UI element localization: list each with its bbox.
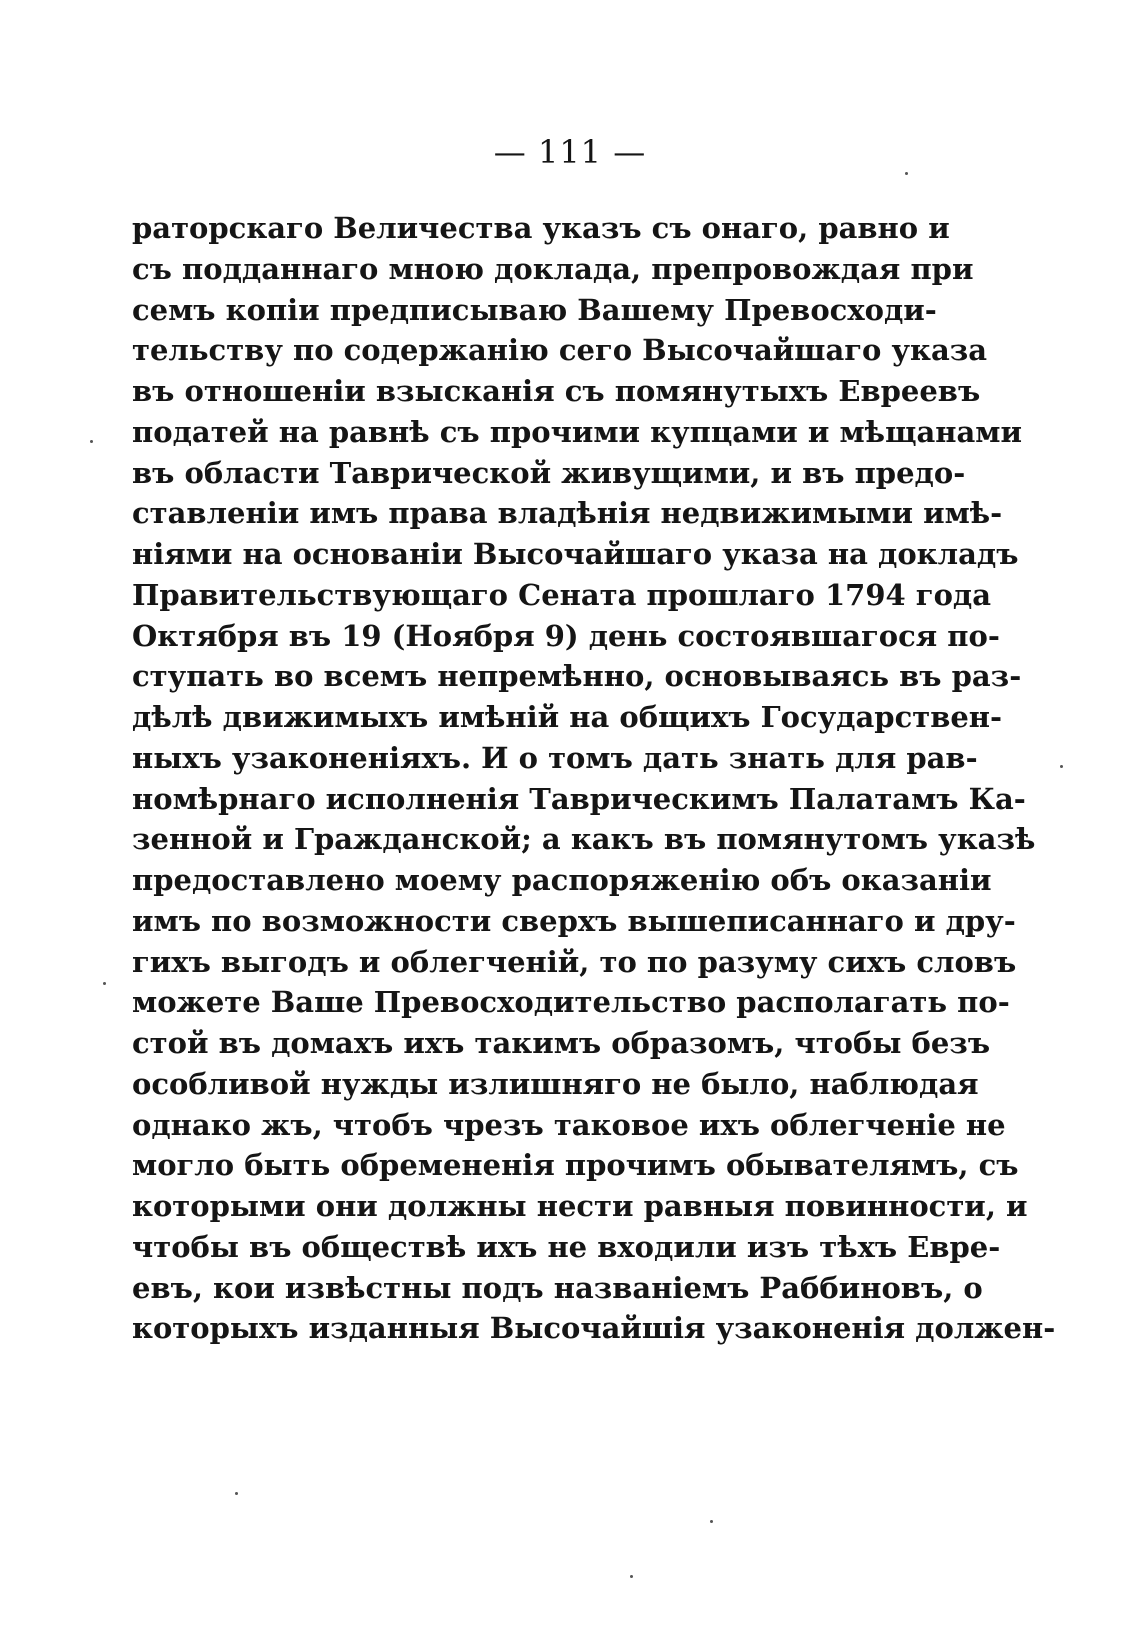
scan-speck [90,440,93,443]
text-line: гихъ выгодъ и облегченій, то по разуму сихъ словъ [132,944,1017,979]
scan-speck [103,982,106,985]
text-line: можете Ваше Превосходительство располагать по- [132,985,1010,1020]
text-line: податей на равнѣ съ прочими купцами и мѣщанами [132,414,1022,449]
text-line: ніями на основаніи Высочайшаго указа на докладъ [132,537,1019,571]
text-line: тельству по содержанію сего Высочайшаго указа [132,333,988,368]
scan-speck [235,1492,238,1495]
text-line: Правительствующаго Сената прошлаго 1794 года [132,577,992,612]
text-line: предоставлено моему распоряженію объ оказаніи [132,863,992,897]
text-line: могло быть обремененія прочимъ обывателямъ, съ [132,1148,1019,1183]
text-line: которыхъ изданныя Высочайшія узаконенія должен- [132,1311,1056,1346]
text-line: въ области Таврической живущими, и въ предо- [132,455,966,490]
text-line: которыми они должны нести равныя повинности, и [132,1189,1028,1223]
text-line: дѣлѣ движимыхъ имѣній на общихъ Государствен- [132,700,1003,734]
text-line: стой въ домахъ ихъ такимъ образомъ, чтобы безъ [132,1026,991,1060]
text-line: номѣрнаго исполненія Таврическимъ Палатамъ Ка- [132,781,1026,816]
text-line: въ отношеніи взысканія съ помянутыхъ Евреевъ [132,374,981,408]
page-number: — 111 — [493,133,647,171]
text-line: однако жъ, чтобъ чрезъ таковое ихъ облегченіе не [132,1107,1006,1142]
text-line: зенной и Гражданской; а какъ въ помянутомъ указѣ [132,822,1036,857]
text-line: съ подданнаго мною доклада, препровождая при [132,251,974,286]
text-line: имъ по возможности сверхъ вышеписаннаго и дру- [132,903,1016,938]
text-line: чтобы въ обществѣ ихъ не входили изъ тѣхъ Евре- [132,1229,1001,1264]
body-text [132,208,1056,1349]
scan-speck [1060,765,1063,768]
text-line: ступать во всемъ непремѣнно, основываясь въ раз- [132,659,1022,694]
scan-speck [710,1520,713,1523]
text-line: раторскаго Величества указъ съ онаго, равно и [132,211,950,245]
text-line: евъ, кои извѣстны подъ названіемъ Раббиновъ, о [132,1270,983,1305]
scan-speck [905,172,908,175]
text-line: особливой нужды излишняго не было, наблюдая [132,1066,979,1101]
text-line: семъ копіи предписываю Вашему Превосходи- [132,292,937,327]
text-line: ныхъ узаконеніяхъ. И о томъ дать знать для рав- [132,740,978,775]
scan-speck [630,1575,633,1578]
text-line: ставленіи имъ права владѣнія недвижимыми имѣ- [132,496,1003,531]
text-line: Октября въ 19 (Ноября 9) день состоявшагося по- [132,618,1000,653]
